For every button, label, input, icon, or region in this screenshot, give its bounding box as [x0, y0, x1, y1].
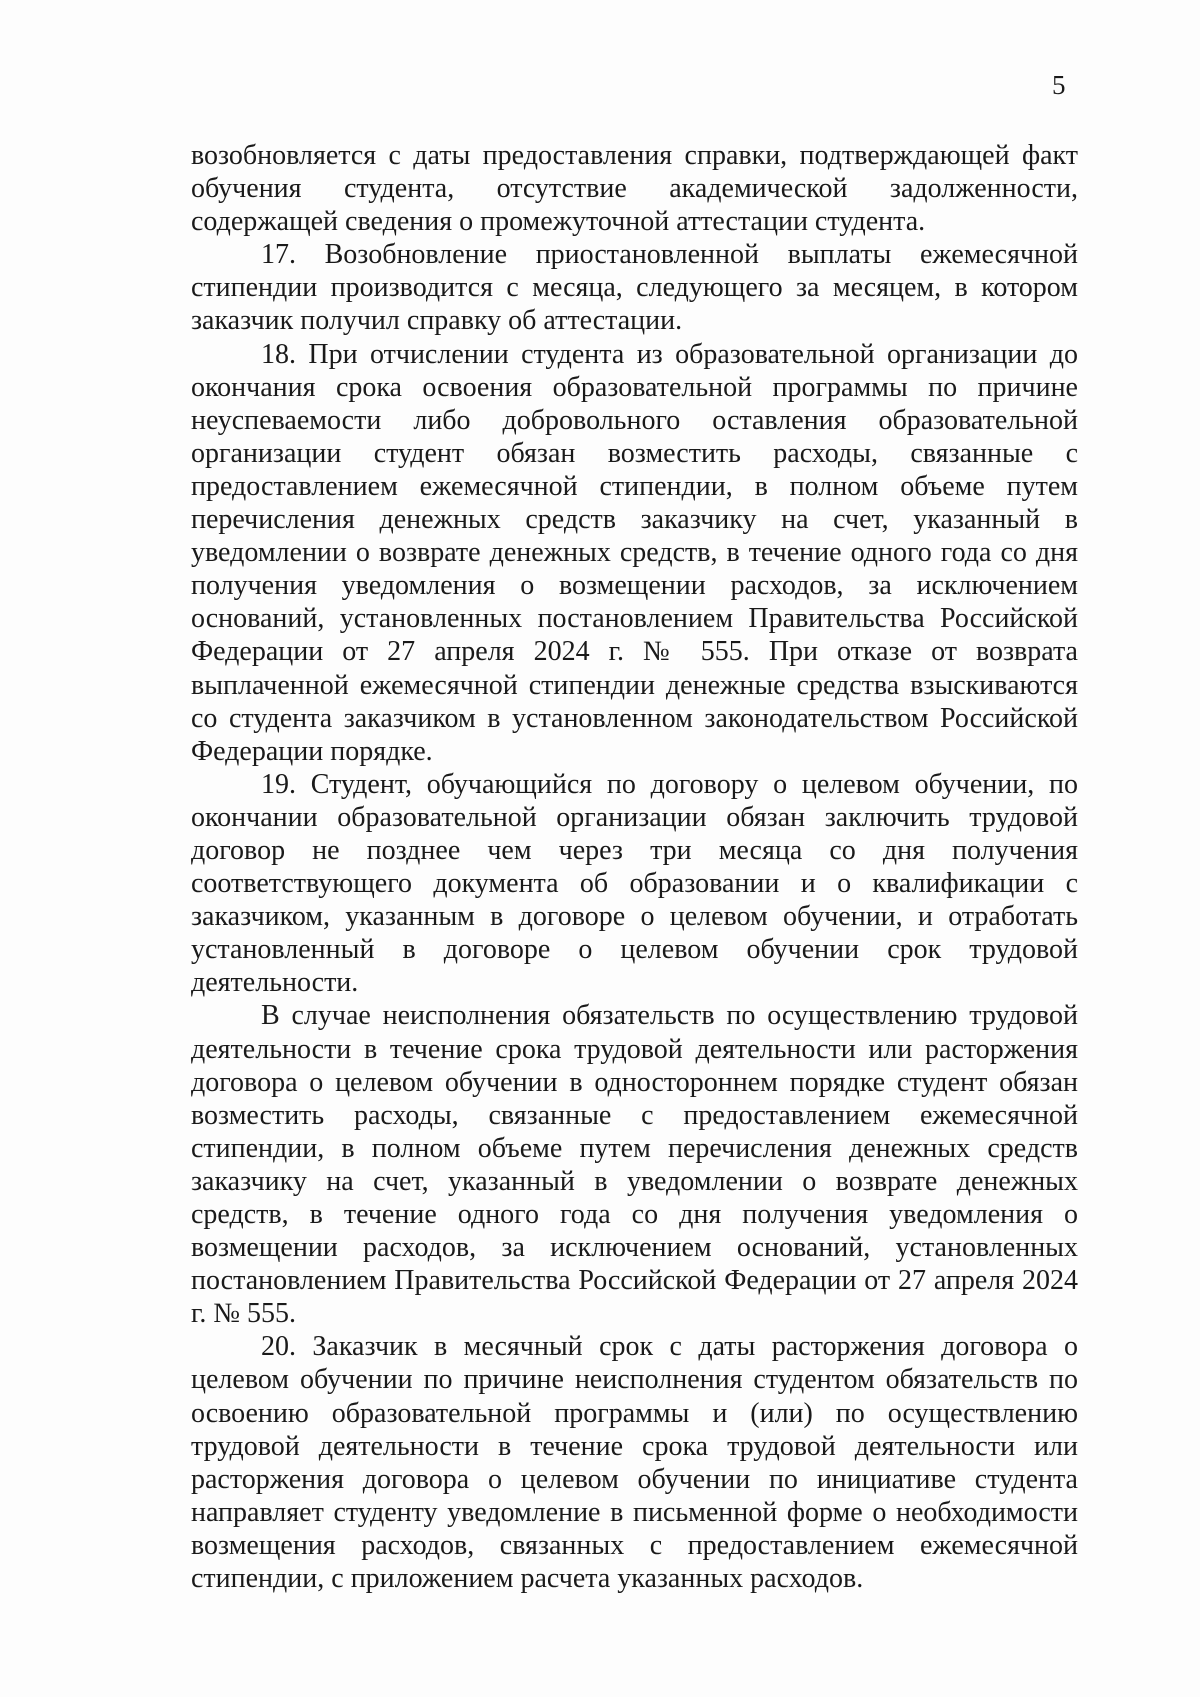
document-body [191, 139, 1078, 1595]
paragraph-clause-18: 18. При отчислении студента из образовательной организации до окончания срока освоения образовательной программы по причине неуспеваемости либо добровольного оставления образовательной организации студент обязан возместить расходы, связанные с предоставлением ежемесячной стипендии, в полном объеме путем перечисления денежных средств заказчику на счет, указанный в уведомлении о возврате денежных средств, в течение одного года со дня получения уведомления о возмещении расходов, за исключением оснований, установленных постановлением Правительства Российской Федерации от 27 апреля 2024 г. № 555. При отказе от возврата выплаченной ежемесячной стипендии денежные средства взыскиваются со студента заказчиком в установленном законодательством Российской Федерации порядке. [191, 338, 1078, 767]
paragraph-continuation: возобновляется с даты предоставления справки, подтверждающей факт обучения студента, отсутствие академической задолженности, содержащей сведения о промежуточной аттестации студента. [191, 140, 1078, 238]
page-number: 5 [1052, 70, 1066, 100]
paragraph-clause-20: 20. Заказчик в месячный срок с даты расторжения договора о целевом обучении по причине неисполнения студентом обязательств по освоению образовательной программы и (или) по осуществлению трудовой деятельности в течение срока трудовой деятельности или расторжения договора о целевом обучении по инициативе студента направляет студенту уведомление в письменной форме о необходимости возмещения расходов, связанных с предоставлением ежемесячной стипендии, с приложением расчета указанных расходов. [191, 1331, 1078, 1595]
paragraph-clause-17: 17. Возобновление приостановленной выплаты ежемесячной стипендии производится с месяца, следующего за месяцем, в котором заказчик получил справку об аттестации. [191, 239, 1078, 337]
paragraph-clause-19-continued: В случае неисполнения обязательств по осуществлению трудовой деятельности в течение срока трудовой деятельности или расторжения договора о целевом обучении в одностороннем порядке студент обязан возместить расходы, связанные с предоставлением ежемесячной стипендии, в полном объеме путем перечисления денежных средств заказчику на счет, указанный в уведомлении о возврате денежных средств, в течение одного года со дня получения уведомления о возмещении расходов, за исключением оснований, установленных постановлением Правительства Российской Федерации от 27 апреля 2024 г. № 555. [191, 1000, 1078, 1330]
paragraph-clause-19: 19. Студент, обучающийся по договору о целевом обучении, по окончании образовательной организации обязан заключить трудовой договор не позднее чем через три месяца со дня получения соответствующего документа об образовании и о квалификации с заказчиком, указанным в договоре о целевом обучении, и отработать установленный в договоре о целевом обучении срок трудовой деятельности. [191, 768, 1078, 999]
